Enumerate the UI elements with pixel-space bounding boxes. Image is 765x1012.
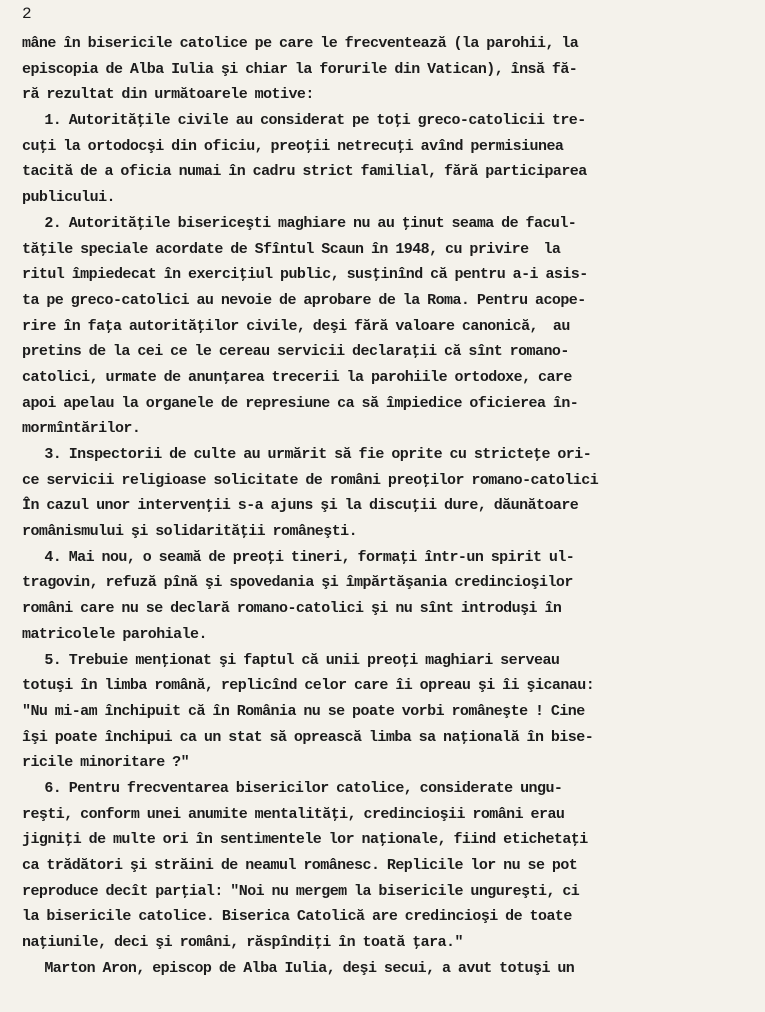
text-line: ră rezultat din următoarele motive: <box>22 86 314 104</box>
text-line: cuţi la ortodocşi din oficiu, preoţii netrecuţi avînd permisiunea <box>22 137 564 155</box>
text-line: episcopia de Alba Iulia şi chiar la forurile din Vatican), însă fă- <box>22 60 578 78</box>
text-line: În cazul unor intervenţii s-a ajuns şi la discuţii dure, dăunătoare <box>22 497 579 515</box>
text-line: ritul împiedecat în exerciţiul public, susţinînd că pentru a-i asis- <box>22 266 588 284</box>
text-line: tragovin, refuză pînă şi spovedania şi împărtăşania credincioşilor <box>22 574 573 592</box>
text-line: mâne în bisericile catolice pe care le frecventează (la parohii, la <box>22 35 579 52</box>
text-line: apoi apelau la organele de represiune ca să împiedice oficierea în- <box>22 394 579 412</box>
page-number: 2 <box>22 5 32 23</box>
text-line: ta pe greco-catolici au nevoie de aprobare de la Roma. Pentru acope- <box>22 291 586 309</box>
text-line: catolici, urmate de anunţarea trecerii la parohiile ortodoxe, care <box>22 368 572 386</box>
text-line: Marton Aron, episcop de Alba Iulia, deşi secui, a avut totuşi un <box>22 959 575 977</box>
text-line: pretins de la cei ce le cereau servicii declaraţii că sînt romano- <box>22 343 569 361</box>
text-line: jigniţi de multe ori în sentimentele lor naţionale, fiind etichetaţi <box>22 831 588 849</box>
text-line: românismului şi solidarităţii româneşti. <box>22 523 358 541</box>
document-body <box>22 31 762 981</box>
text-line: 6. Pentru frecventarea bisericilor catolice, considerate ungu- <box>22 779 563 797</box>
text-line: la bisericile catolice. Biserica Catolică are credincioşi de toate <box>22 908 572 926</box>
text-line: mormîntărilor. <box>22 420 141 438</box>
text-line: îşi poate închipui ca un stat să oprească limba sa naţională în bise- <box>22 728 594 746</box>
text-line: tacită de a oficia numai în cadru strict familial, fără participarea <box>22 163 587 181</box>
text-line: români care nu se declară romano-catolici şi nu sînt introduşi în <box>22 600 562 618</box>
text-line: "Nu mi-am închipuit că în România nu se poate vorbi româneşte ! Cine <box>22 702 585 720</box>
text-line: 1. Autorităţile civile au considerat pe toţi greco-catolicii tre- <box>22 112 586 130</box>
text-line: 4. Mai nou, o seamă de preoţi tineri, formaţi într-un spirit ul- <box>22 548 575 566</box>
text-line: 3. Inspectorii de culte au urmărit să fie oprite cu stricteţe ori- <box>22 446 592 463</box>
text-line: totuşi în limba română, replicînd celor care îi opreau şi îi şicanau: <box>22 677 595 695</box>
text-line: 5. Trebuie menţionat şi faptul că unii preoţi maghiari serveau <box>22 651 560 669</box>
text-line: rire în faţa autorităţilor civile, deşi fără valoare canonică, au <box>22 317 570 335</box>
text-line: matricolele parohiale. <box>22 625 207 643</box>
text-line: ce servicii religioase solicitate de români preoţilor romano-catolici <box>22 471 599 489</box>
text-line: publicului. <box>22 189 115 207</box>
text-line: naţiunile, deci şi români, răspîndiţi în toată ţara." <box>22 934 463 952</box>
text-line: ricile minoritare ?" <box>22 754 190 772</box>
text-line: reproduce decît parţial: "Noi nu mergem la bisericile ungureşti, ci <box>22 882 580 900</box>
text-line: ca trădători şi străini de neamul românesc. Replicile lor nu se pot <box>22 857 578 874</box>
text-line: reşti, conform unei anumite mentalităţi, credincioşii români erau <box>22 805 565 823</box>
text-line: tăţile speciale acordate de Sfîntul Scaun în 1948, cu privire la <box>22 240 561 258</box>
text-line: 2. Autorităţile bisericeşti maghiare nu au ţinut seama de facul- <box>22 214 577 232</box>
